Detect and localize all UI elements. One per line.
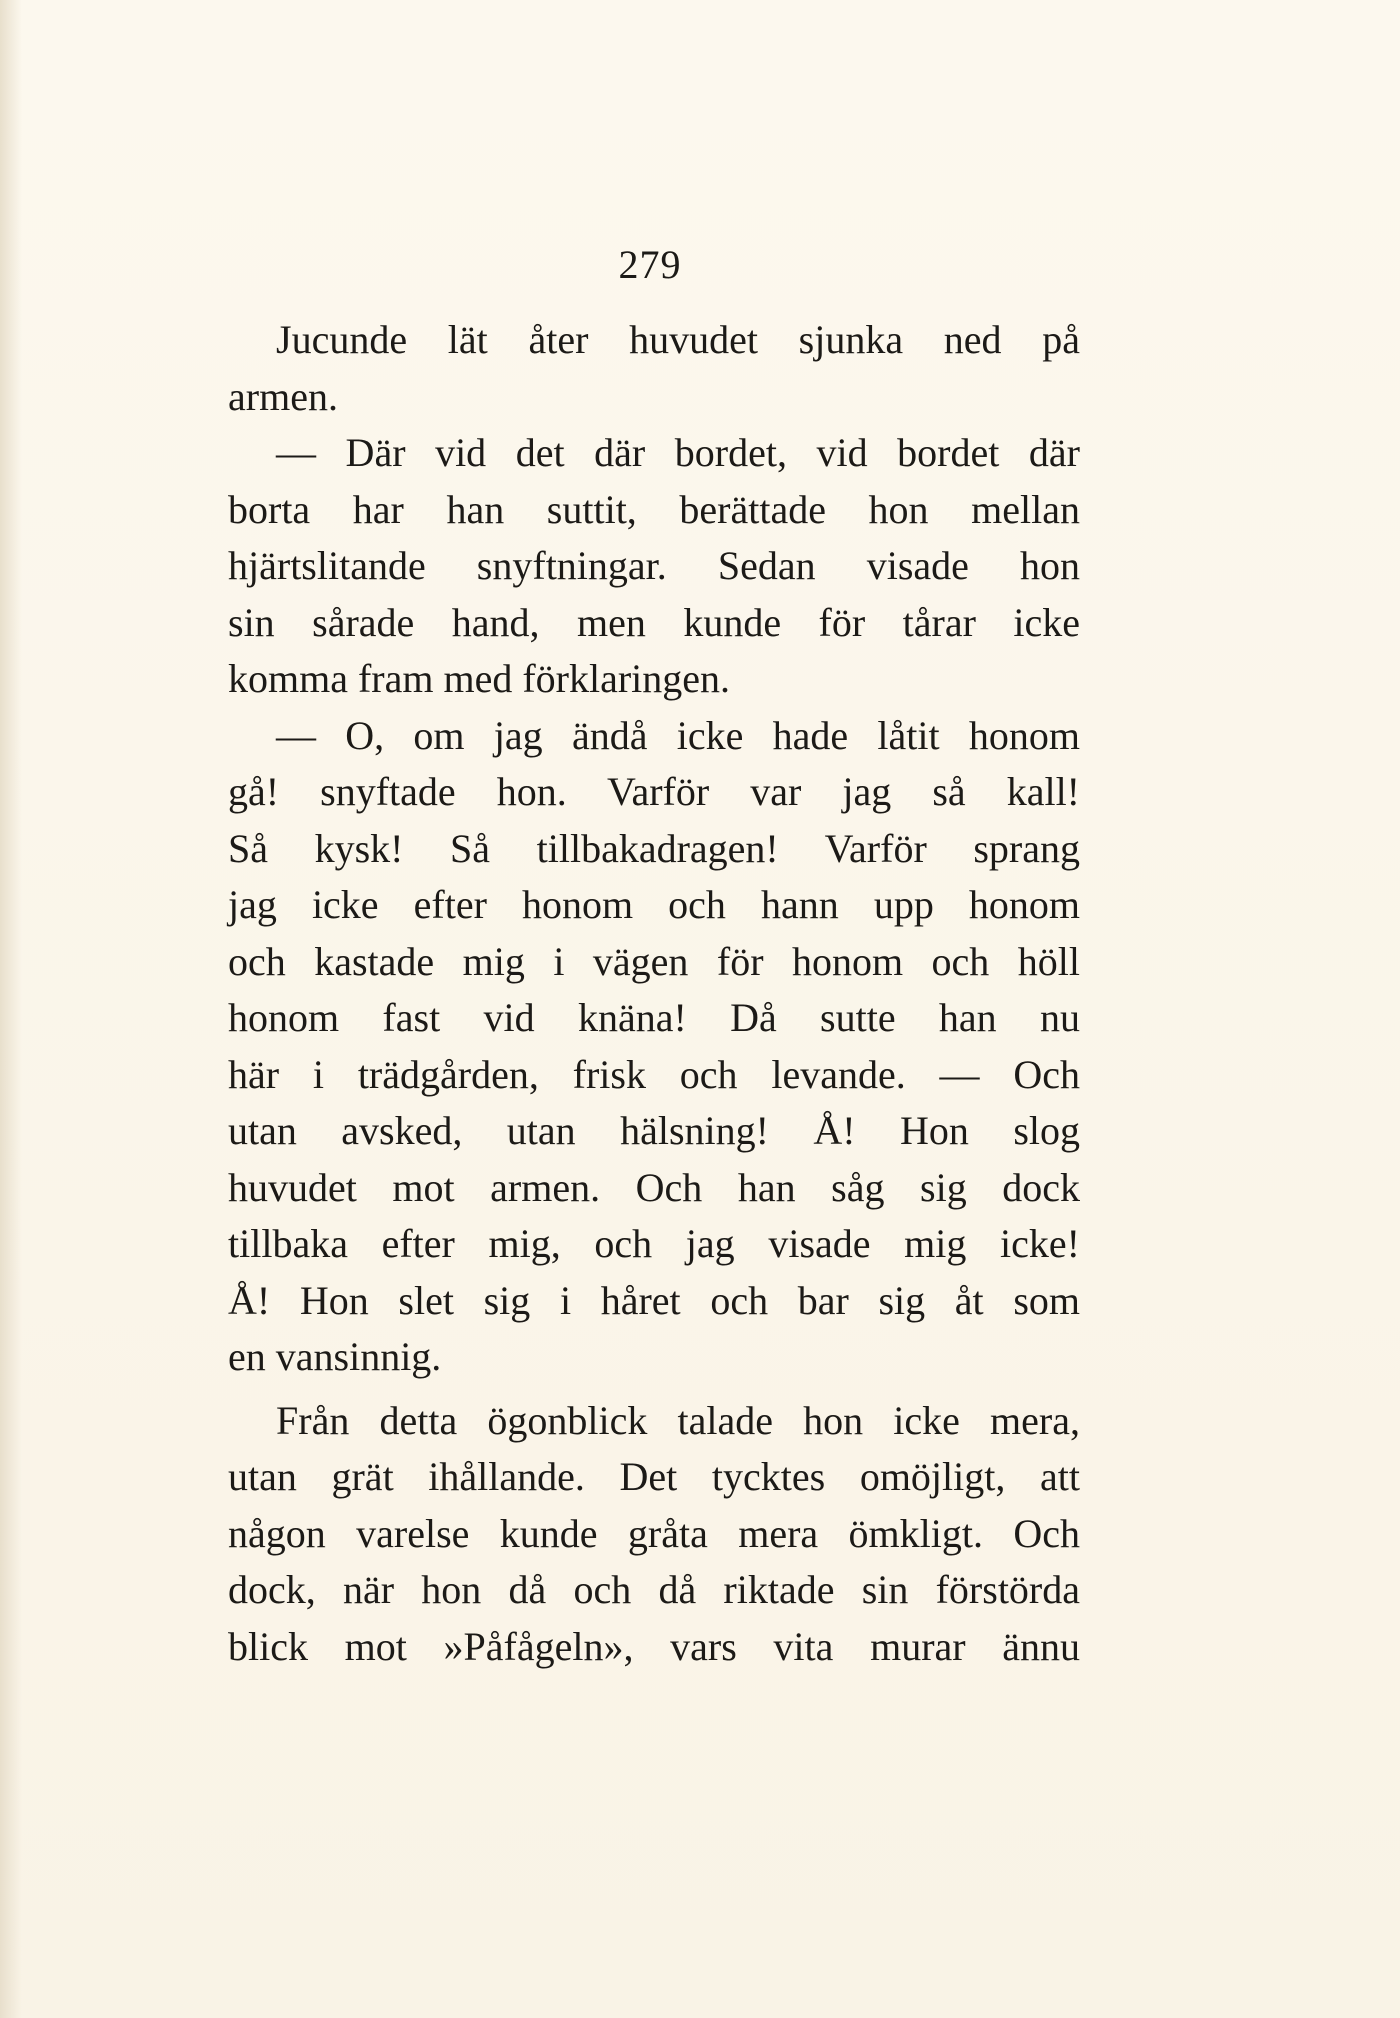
text-line: borta har han suttit, berättade hon mellan [228,486,1080,532]
text-line: här i trädgården, frisk och levande. — Och [228,1051,1080,1097]
text-line: gå! snyftade hon. Varför var jag så kall! [228,769,1080,814]
text-line: utan avsked, utan hälsning! Å! Hon slog [228,1108,1080,1153]
text-line: armen. [228,373,338,419]
text-line: tillbaka efter mig, och jag visade mig icke! [228,1221,1080,1266]
text-line: — Där vid det där bordet, vid bordet där [276,430,1080,475]
text-line: jag icke efter honom och hann upp honom [228,882,1080,927]
text-line: Jucunde lät åter huvudet sjunka ned på [276,317,1080,362]
page-gutter-shadow [0,0,22,2018]
text-line: och kastade mig i vägen för honom och höll [228,938,1080,984]
text-line: någon varelse kunde gråta mera ömkligt. Och [228,1510,1080,1556]
text-line: sin sårade hand, men kunde för tårar icke [228,599,1080,645]
text-line: honom fast vid knäna! Då sutte han nu [228,995,1080,1040]
text-line: Från detta ögonblick talade hon icke mera, [276,1397,1080,1443]
text-line: dock, när hon då och då riktade sin förstörda [228,1567,1080,1612]
text-line: Så kysk! Så tillbakadragen! Varför sprang [228,825,1080,871]
text-line: en vansinnig. [228,1334,442,1379]
text-line: utan grät ihållande. Det tycktes omöjligt, att [228,1454,1080,1499]
text-line: komma fram med förklaringen. [228,656,731,701]
text-line: Å! Hon slet sig i håret och bar sig åt som [228,1277,1080,1323]
text-line: — O, om jag ändå icke hade låtit honom [276,712,1080,758]
text-line: hjärtslitande snyftningar. Sedan visade hon [228,543,1080,588]
text-line: blick mot »Påfågeln», vars vita murar ännu [228,1623,1080,1669]
text-line: huvudet mot armen. Och han såg sig dock [228,1164,1080,1210]
page-number: 279 [618,242,682,287]
body-text [228,312,1080,1675]
